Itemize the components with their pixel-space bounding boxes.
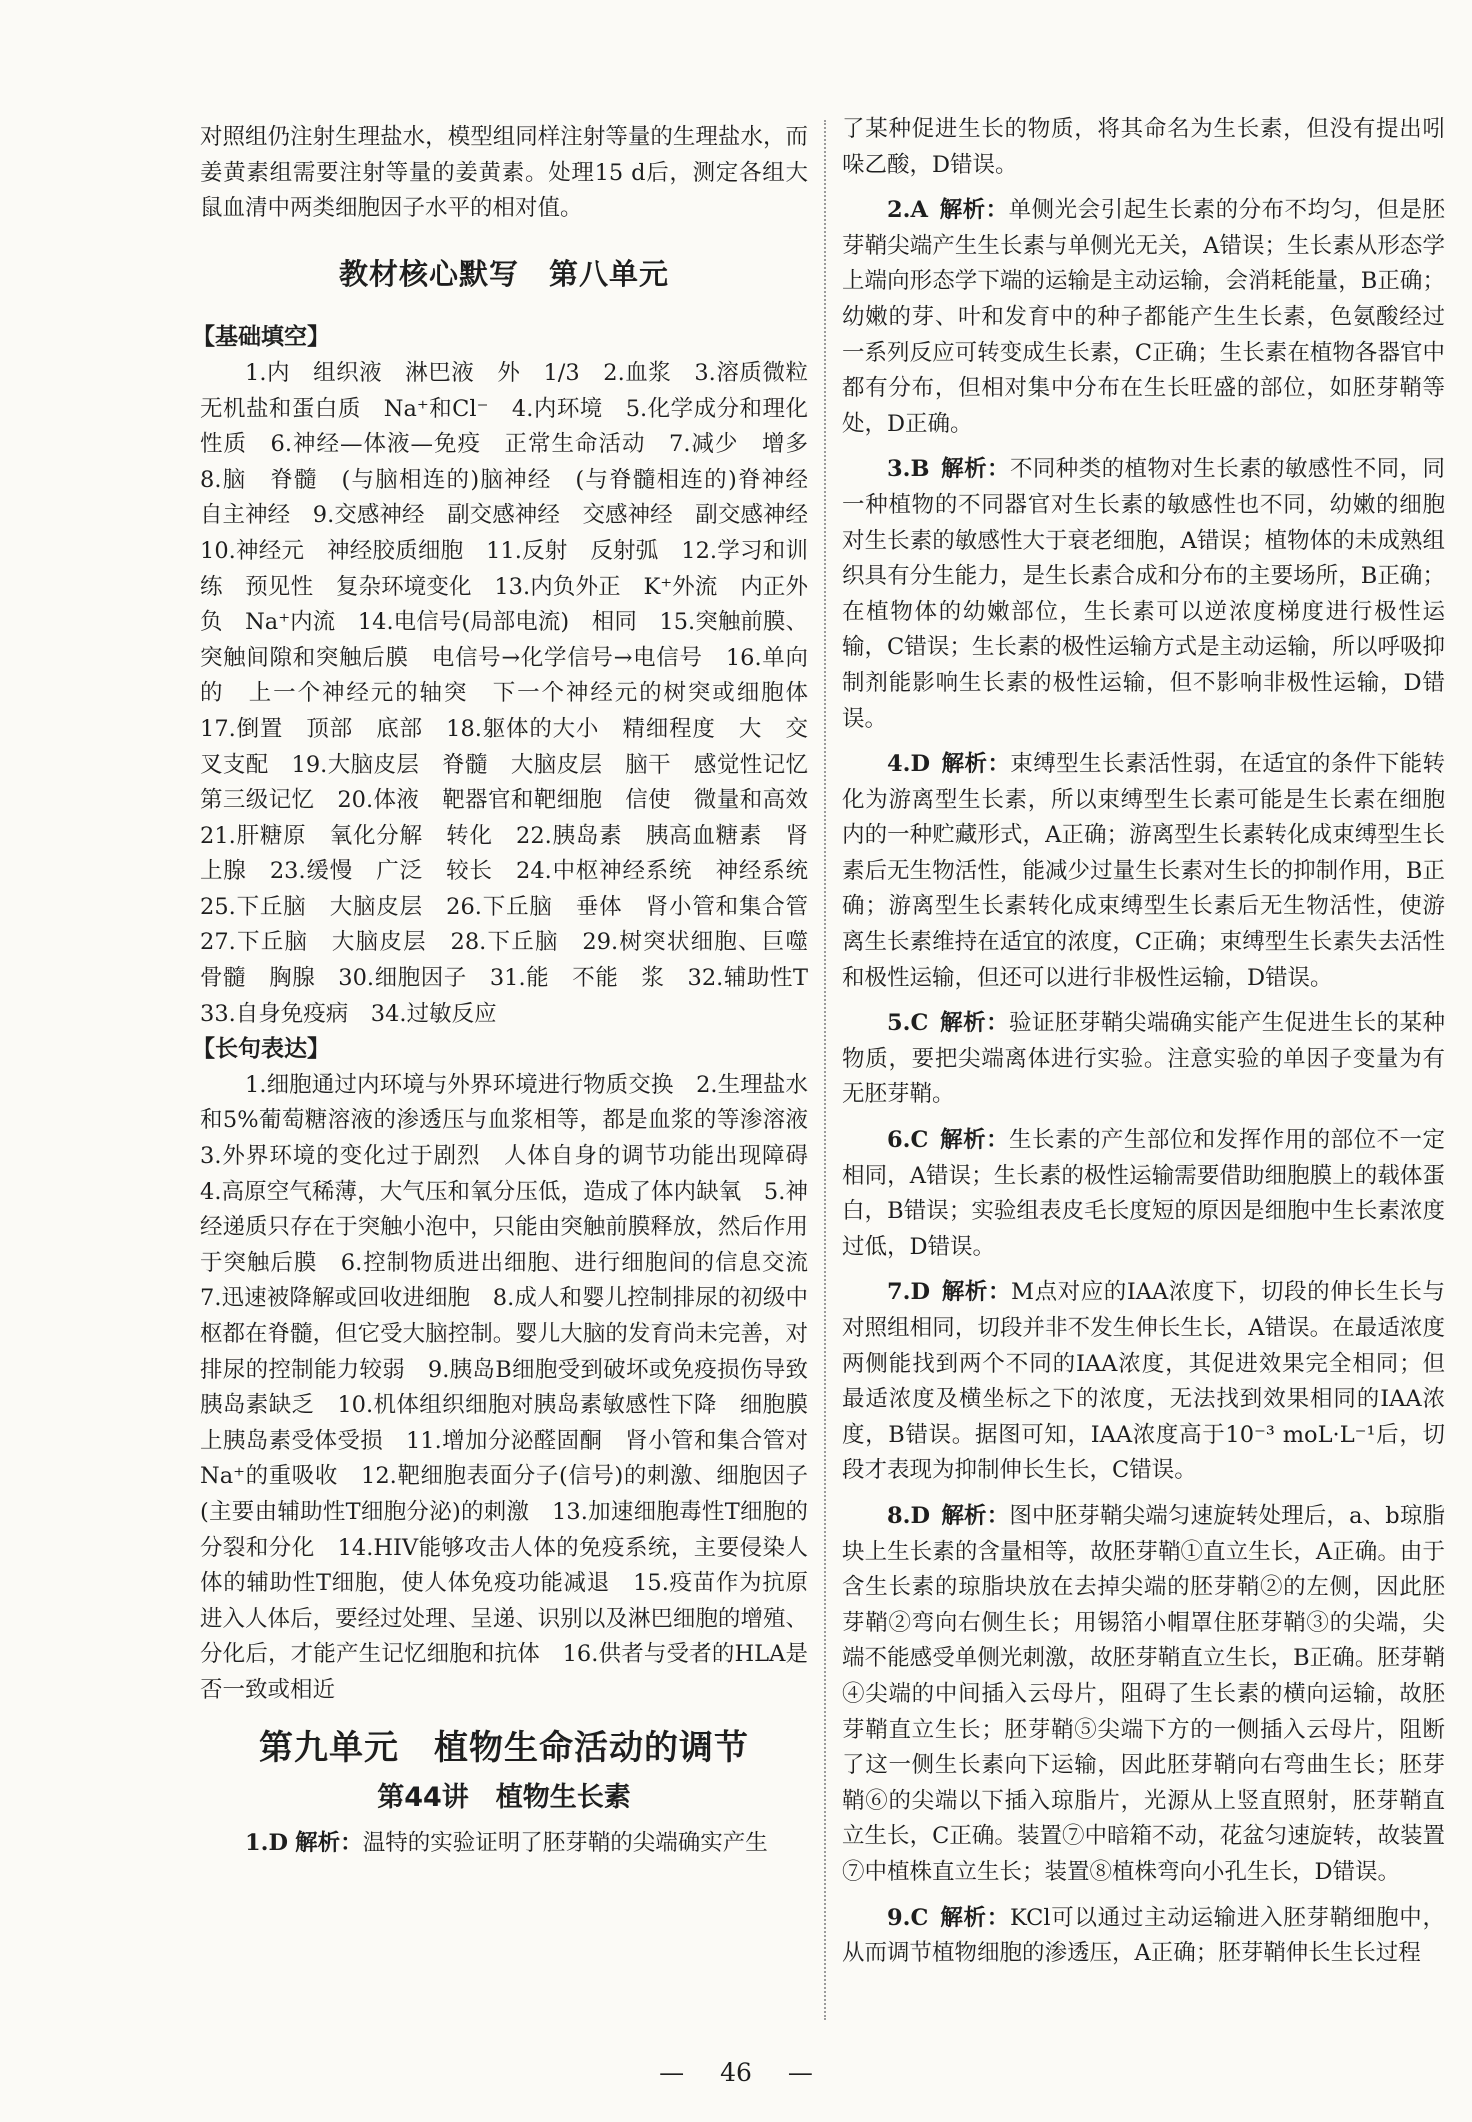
answer-continuation: 了某种促进生长的物质，将其命名为生长素，但没有提出吲哚乙酸，D错误。 [842,116,1445,178]
answer-number: 1.D [245,1829,289,1856]
answer-item [842,1006,1445,1113]
analysis-label: 解析： [939,1010,1010,1037]
analysis-label: 解析： [939,1904,1010,1931]
answer-item [842,1275,1445,1489]
answer-text: 单侧光会引起生长素的分布不均匀，但是胚芽鞘尖端产生生长素与单侧光无关，A错误；生长素从形态学上端向形态学下端的运输是主动运输，会消耗能量，B正确；幼嫩的芽、叶和发育中的种子都能产生生长素，色氨酸经过一系列反应可转变成生长素，C正确；生长素在植物各器官中都有分布，但相对集中分布在生长旺盛的部位，如胚芽鞘等处，D正确。 [842,197,1445,437]
answer-item [842,193,1445,442]
answer-number: 4.D [887,751,931,778]
section-title: 教材核心默写 第八单元 [338,256,669,291]
right-column [842,112,1445,1972]
left-column [192,120,831,1861]
basic-fill-answers: 1.内 组织液 淋巴液 外 1/3 2.血浆 3.溶质微粒 无机盐和蛋白质 Na⁺和Cl⁻ 4.内环境 5.化学成分和理化性质 6.神经—体液—免疫 正常生命活动 7.减少 增多 8.脑 脊髓 (与脑相连的)脑神经 (与脊髓相连的)脊神经 自主神经 9.交感神经 副交感神经 交感神经 副交感神经 10.神经元 神经胶质细胞 11.反射 反射弧 12.学习和训练 预见性 复杂环境变化 13.内负外正 K⁺外流 内正外负 Na⁺内流 14.电信号(局部电流) 相同 15.突触前膜、突触间隙和突触后膜 电信号→化学信号→电信号 16.单向的 上一个神经元的轴突 下一个神经元的树突或细胞体 17.倒置 顶部 底部 18.躯体的大小 精细程度 大 交叉支配 19.大脑皮层 脊髓 大脑皮层 脑干 感觉性记忆 第三级记忆 20.体液 靶器官和靶细胞 信使 微量和高效 21.肝糖原 氧化分解 转化 22.胰岛素 胰高血糖素 肾上腺 23.缓慢 广泛 较长 24.中枢神经系统 神经系统 25.下丘脑 大脑皮层 26.下丘脑 垂体 肾小管和集合管 27.下丘脑 大脑皮层 28.下丘脑 29.树突状细胞、巨噬 骨髓 胸腺 30.细胞因子 31.能 不能 浆 32.辅助性T 33.自身免疫病 34.过敏反应 [200,359,831,1027]
answer-list [842,193,1445,1972]
analysis-label: 解析： [940,456,1010,483]
analysis-label: 解析： [941,751,1011,778]
intro-paragraph: 对照组仍注射生理盐水，模型组同样注射等量的生理盐水，而姜黄素组需要注射等量的姜黄素。处理15 d后，测定各组大鼠血清中两类细胞因子水平的相对值。 [200,124,808,222]
answer-number: 6.C [887,1127,929,1154]
answer-number: 7.D [887,1279,931,1306]
page-dash-left: — [659,2058,685,2087]
answer-number: 8.D [887,1502,931,1529]
column-divider [824,120,826,2020]
answer-text: 生长素的产生部位和发挥作用的部位不一定相同，A错误；生长素的极性运输需要借助细胞膜上的载体蛋白，B错误；实验组表皮毛长度短的原因是细胞中生长素浓度过低，D错误。 [842,1127,1445,1260]
answer-text: 束缚型生长素活性弱，在适宜的条件下能转化为游离型生长素，所以束缚型生长素可能是生长素在细胞内的一种贮藏形式，A正确；游离型生长素转化成束缚型生长素后无生物活性，能减少过量生长素对生长的抑制作用，B正确；游离型生长素转化成束缚型生长素后无生物活性，使游离生长素维持在适宜的浓度，C正确；束缚型生长素失去活性和极性运输，但还可以进行非极性运输，D错误。 [842,751,1445,991]
analysis-label: 解析： [941,1279,1012,1306]
lecture-title: 第44讲 植物生长素 [377,1782,631,1814]
answer-item [200,1826,808,1862]
analysis-label: 解析： [295,1829,363,1856]
answer-number: 9.C [887,1904,929,1931]
answer-text: M点对应的IAA浓度下，切段的伸长生长与对照组相同，切段并非不发生伸长生长，A错误。在最适浓度两侧能找到两个不同的IAA浓度，其促进效果完全相同；但最适浓度及横坐标之下的浓度，无法找到效果相同的IAA浓度，B错误。据图可知，IAA浓度高于10⁻³ moL·L⁻¹后，切段才表现为抑制伸长生长，C错误。 [842,1279,1445,1484]
analysis-label: 解析： [941,1502,1010,1529]
answer-number: 3.B [887,456,930,483]
answer-text: KCl可以通过主动运输进入胚芽鞘细胞中，从而调节植物细胞的渗透压，A正确；胚芽鞘伸长生长过程 [842,1904,1445,1967]
page-number [0,2058,1472,2087]
answer-item [842,747,1445,996]
answer-item [842,1123,1445,1265]
unit-title: 第九单元 植物生命活动的调节 [259,1727,749,1768]
basic-fill-heading: 【基础填空】 [192,324,330,351]
long-sentence-answers: 1.细胞通过内环境与外界环境进行物质交换 2.生理盐水和5%葡萄糖溶液的渗透压与血浆相等，都是血浆的等渗溶液 3.外界环境的变化过于剧烈 人体自身的调节功能出现障碍 4.高原空气稀薄，大气压和氧分压低，造成了体内缺氧 5.神经递质只存在于突触小泡中，只能由突触前膜释放，然后作用于突触后膜 6.控制物质进出细胞、进行细胞间的信息交流 7.迅速被降解或回收进细胞 8.成人和婴儿控制排尿的初级中枢都在脊髓，但它受大脑控制。婴儿大脑的发育尚未完善，对排尿的控制能力较弱 9.胰岛B细胞受到破坏或免疫损伤导致胰岛素缺乏 10.机体组织细胞对胰岛素敏感性下降 细胞膜上胰岛素受体受损 11.增加分泌醛固酮 肾小管和集合管对Na⁺的重吸收 12.靶细胞表面分子(信号)的刺激、细胞因子(主要由辅助性T细胞分泌)的刺激 13.加速细胞毒性T细胞的分裂和分化 14.HIV能够攻击人体的免疫系统，主要侵染人体的辅助性T细胞，使人体免疫功能减退 15.疫苗作为抗原进入人体后，要经过处理、呈递、识别以及淋巴细胞的增殖、分化后，才能产生记忆细胞和抗体 16.供者与受者的HLA是否一致或相近 [200,1071,831,1703]
analysis-label: 解析： [939,1127,1010,1154]
long-sentence-heading: 【长句表达】 [192,1036,330,1063]
answer-item [842,1901,1445,1972]
answer-number: 5.C [887,1010,929,1037]
page-dash-right: — [787,2058,813,2087]
answer-text: 图中胚芽鞘尖端匀速旋转处理后，a、b琼脂块上生长素的含量相等，故胚芽鞘①直立生长，A正确。由于含生长素的琼脂块放在去掉尖端的胚芽鞘②的左侧，因此胚芽鞘②弯向右侧生长；用锡箔小帽罩住胚芽鞘③的尖端，尖端不能感受单侧光刺激，故胚芽鞘直立生长，B正确。胚芽鞘④尖端的中间插入云母片，阻碍了生长素的横向运输，故胚芽鞘直立生长；胚芽鞘⑤尖端下方的一侧插入云母片，阻断了这一侧生长素向下运输，因此胚芽鞘向右弯曲生长；胚芽鞘⑥的尖端以下插入琼脂片，光源从上竖直照射，胚芽鞘直立生长，C正确。装置⑦中暗箱不动，花盆匀速旋转，故装置⑦中植株直立生长；装置⑧植株弯向小孔生长，D错误。 [842,1502,1445,1885]
answer-item [842,452,1445,737]
page-number-value: 46 [720,2058,752,2087]
answer-text: 温特的实验证明了胚芽鞘的尖端确实产生 [362,1829,768,1856]
answer-text: 不同种类的植物对生长素的敏感性不同，同一种植物的不同器官对生长素的敏感性也不同，幼嫩的细胞对生长素的敏感性大于衰老细胞，A错误；植物体的未成熟组织具有分生能力，是生长素合成和分布的主要场所，B正确；在植物体的幼嫩部位，生长素可以逆浓度梯度进行极性运输，C错误；生长素的极性运输方式是主动运输，所以呼吸抑制剂能影响生长素的极性运输，但不影响非极性运输，D错误。 [842,456,1445,732]
answer-item [842,1499,1445,1891]
answer-number: 2.A [887,197,928,224]
analysis-label: 解析： [939,197,1009,224]
answer-text: 验证胚芽鞘尖端确实能产生促进生长的某种物质，要把尖端离体进行实验。注意实验的单因子变量为有无胚芽鞘。 [842,1010,1445,1108]
